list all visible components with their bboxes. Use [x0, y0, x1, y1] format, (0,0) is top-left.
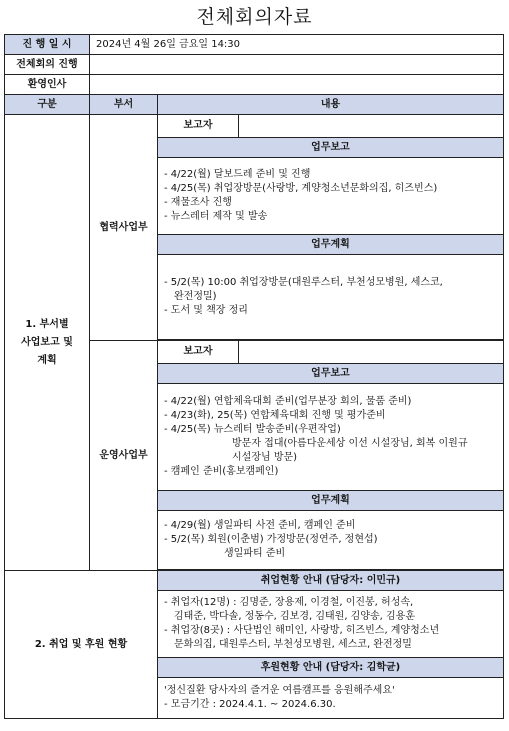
list-item: - 도서 및 책장 정리 [164, 305, 248, 316]
list-item: - 4/22(월) 연합체육대회 준비(업무분장 회의, 물품 준비) [164, 396, 412, 407]
list-item-continued: 문화의집, 대원루스터, 부천성모병원, 세스코, 완전정밀 [174, 639, 412, 650]
document-title: 전체회의자료 [196, 6, 313, 28]
ops-reporter-value [239, 341, 504, 363]
list-item-continued: 방문자 접대(아름다운세상 이선 시설장님, 회복 이원규 [232, 438, 468, 449]
coop-reporter-label: 보고자 [158, 115, 239, 137]
ops-plan-header: 업무계획 [158, 491, 504, 511]
list-item: - 5/2(목) 10:00 취업장방문(대원루스터, 부천성모병원, 세스코, [164, 277, 443, 288]
section2-label: 2. 취업 및 후원 현황 [5, 571, 158, 719]
section1-label-line: 1. 부서별 [25, 318, 69, 330]
coop-report-header: 업무보고 [158, 138, 504, 158]
host-label: 전체회의 진행 [5, 55, 90, 75]
welcome-value [90, 75, 504, 95]
welcome-label: 환영인사 [5, 75, 90, 95]
employment-items [158, 591, 504, 658]
ops-plan-items [158, 511, 504, 570]
date-value: 2024년 4월 26일 금요일 14:30 [90, 35, 504, 55]
coop-plan-header: 업무계획 [158, 235, 504, 255]
list-item: - 4/29(월) 생일파티 사전 준비, 캠페인 준비 [164, 520, 356, 531]
list-item-continued: 김태준, 박다솔, 정동수, 김보경, 김태원, 김양송, 김용훈 [174, 611, 416, 622]
list-item-continued: 완전정밀) [174, 291, 217, 302]
host-value [90, 55, 504, 75]
list-item: - 5/2(목) 회원(이춘범) 가정방문(정연주, 정현섭) [164, 534, 378, 545]
column-header-content: 내용 [158, 95, 504, 115]
list-item: - 4/22(월) 달보드레 준비 및 진행 [164, 169, 311, 180]
coop-report-items [158, 158, 504, 235]
coop-reporter-row [158, 115, 504, 138]
ops-report-items [158, 384, 504, 491]
date-label: 진 행 일 시 [5, 35, 90, 55]
ops-reporter-row [158, 341, 504, 364]
ops-reporter-label: 보고자 [158, 341, 239, 363]
employment-header: 취업현황 안내 (담당자: 이민규) [158, 571, 504, 591]
list-item: - 뉴스레터 제작 및 발송 [164, 211, 268, 222]
list-item-continued: 생일파티 준비 [224, 548, 286, 559]
support-items [158, 678, 504, 719]
support-header: 후원현황 안내 (담당자: 김학균) [158, 658, 504, 678]
list-item: - 캠페인 준비(홍보캠페인) [164, 466, 279, 477]
list-item: '정신질환 당사자의 즐거운 여름캠프를 응원해주세요' [164, 685, 395, 696]
dept-ops: 운영사업부 [90, 341, 158, 571]
list-item: - 취업자(12명) : 김명준, 장용제, 이경철, 이진봉, 허성속, [164, 597, 414, 608]
list-item-continued: 시설장님 방문) [232, 452, 298, 463]
dept-coop: 협력사업부 [90, 115, 158, 341]
section1-label-line: 계획 [37, 354, 57, 366]
list-item: - 취업장(8곳) : 사단법인 해미인, 사랑방, 히즈빈스, 계양청소년 [164, 625, 440, 636]
list-item: - 모금기간 : 2024.4.1. ~ 2024.6.30. [164, 699, 336, 710]
list-item: - 4/25(목) 뉴스레터 발송준비(우편작업) [164, 424, 341, 435]
meeting-table [4, 34, 504, 719]
ops-report-header: 업무보고 [158, 364, 504, 384]
column-header-category: 구분 [5, 95, 90, 115]
column-header-department: 부서 [90, 95, 158, 115]
coop-plan-items [158, 255, 504, 340]
coop-reporter-value [239, 115, 504, 137]
list-item: - 재물조사 진행 [164, 197, 232, 208]
list-item: - 4/25(목) 취업장방문(사랑방, 계양청소년문화의집, 히즈빈스) [164, 183, 438, 194]
section1-label-line: 사업보고 및 [21, 336, 73, 348]
list-item: - 4/23(화), 25(목) 연합체육대회 진행 및 평가준비 [164, 410, 386, 421]
section1-label [5, 115, 90, 571]
